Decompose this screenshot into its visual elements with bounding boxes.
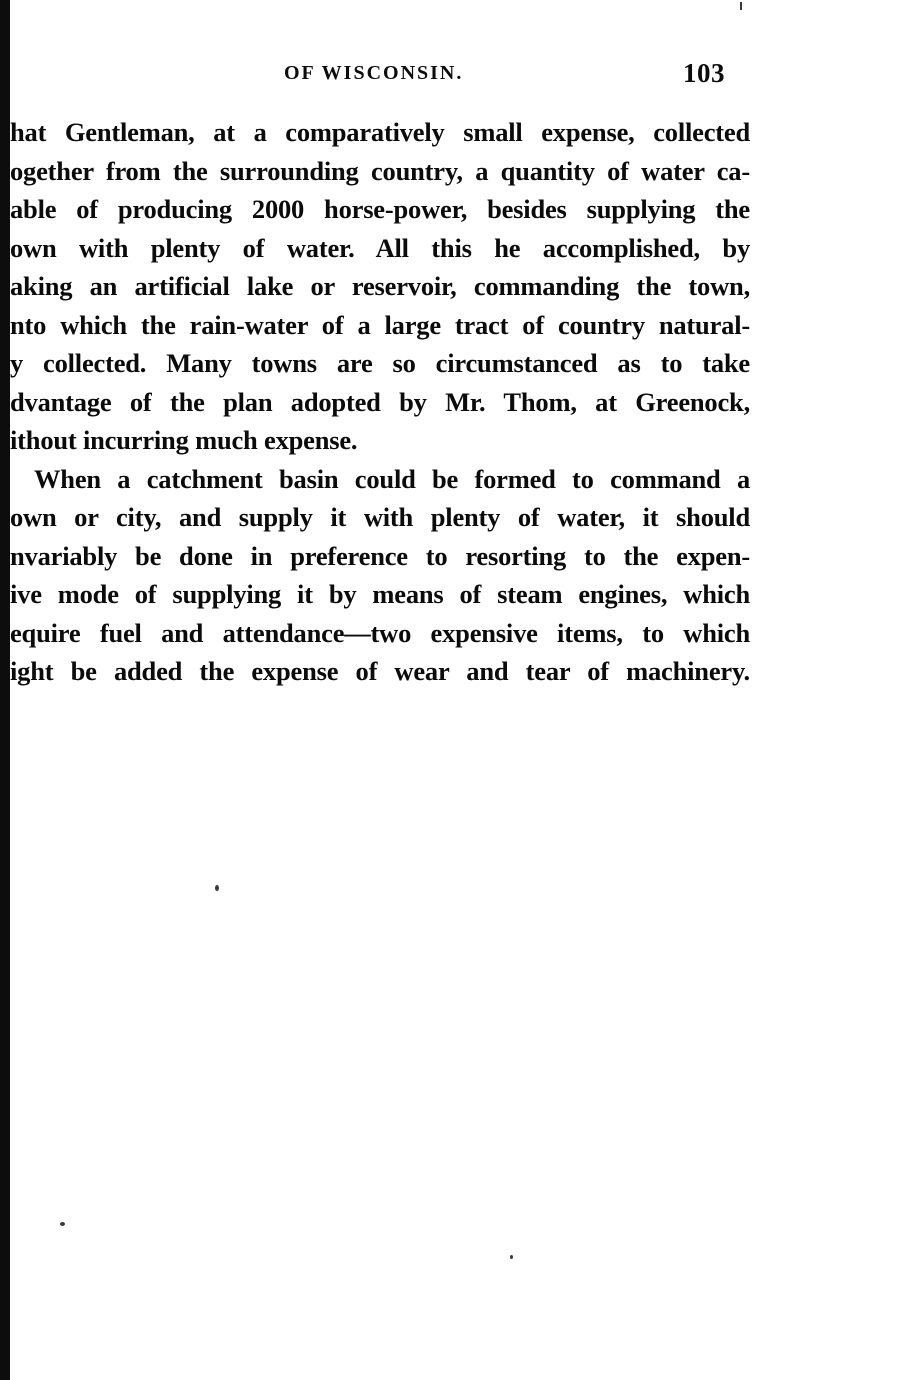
scan-speck	[60, 1222, 65, 1226]
body-text	[10, 113, 750, 691]
text-line: aking an artificial lake or reservoir, commanding the town,	[10, 271, 750, 301]
text-line: nvariably be done in preference to resorting to the expen-	[10, 540, 750, 571]
running-header	[0, 58, 897, 88]
text-line: y collected. Many towns are so circumstanced as to take	[10, 348, 750, 378]
scan-speck	[740, 2, 742, 10]
text-line: ogether from the surrounding country, a quantity of water ca-	[10, 155, 750, 186]
text-line: equire fuel and attendance—two expensive items, to which	[10, 617, 750, 648]
text-line: ive mode of supplying it by means of steam engines, which	[10, 579, 750, 609]
paragraph-2	[10, 460, 750, 691]
scan-speck	[510, 1255, 513, 1259]
page-number: 103	[683, 58, 725, 88]
text-line: When a catchment basin could be formed to command a	[34, 463, 750, 494]
text-line: ight be added the expense of wear and tear of machinery.	[10, 656, 750, 686]
running-title: OF WISCONSIN.	[284, 62, 464, 84]
paragraph-1	[10, 113, 750, 460]
text-line: dvantage of the plan adopted by Mr. Thom, at Greenock,	[10, 386, 750, 417]
text-line: nto which the rain-water of a large tract of country natural-	[10, 309, 750, 340]
text-line: ithout incurring much expense.	[10, 425, 358, 455]
text-line: own or city, and supply it with plenty of water, it should	[10, 502, 750, 532]
binding-edge	[0, 0, 10, 1380]
text-line: own with plenty of water. All this he accomplished, by	[10, 232, 750, 263]
text-line: able of producing 2000 horse-power, besides supplying the	[10, 194, 750, 224]
text-line: hat Gentleman, at a comparatively small expense, collected	[10, 117, 750, 147]
scan-speck	[215, 885, 219, 891]
